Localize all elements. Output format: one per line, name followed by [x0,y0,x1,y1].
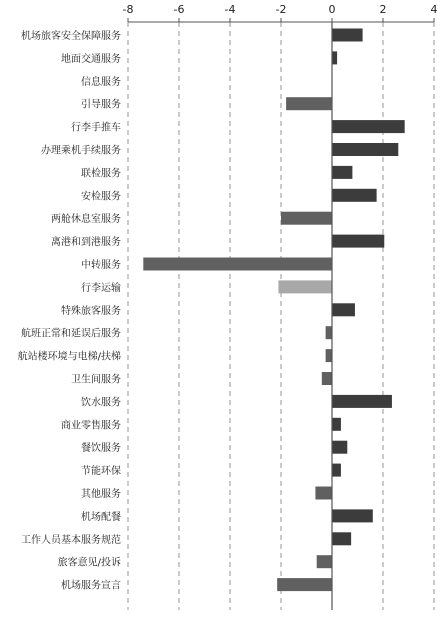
category-label: 引导服务 [81,99,121,111]
category-label: 节能环保 [81,466,121,478]
bar [326,349,332,362]
x-tick-label: -2 [275,3,287,16]
bar [332,418,341,431]
category-label: 特殊旅客服务 [61,305,121,317]
category-label: 餐饮服务 [81,443,121,455]
category-label: 中转服务 [81,260,121,271]
grid-lines [128,22,434,610]
bar [278,280,332,293]
x-tick-label: -6 [173,3,185,16]
x-tick-label: 4 [430,3,438,16]
x-tick-label: -8 [122,3,134,16]
bar [332,532,351,545]
bar [332,441,347,454]
category-label: 航班正常和延误后服务 [21,328,121,340]
category-label: 安检服务 [81,191,121,203]
category-label: 航站楼环境与电梯/扶梯 [17,351,121,363]
bar [277,578,332,591]
bar [332,395,392,408]
category-label: 卫生间服务 [71,374,121,386]
bar [332,143,398,156]
category-label: 离港和到港服务 [51,237,121,249]
bar [332,189,377,202]
category-label: 机场配餐 [81,511,121,523]
bar [332,166,352,179]
bar [317,555,332,568]
category-label: 机场旅客安全保障服务 [21,31,121,42]
category-label: 联检服务 [81,168,121,180]
bar [332,464,341,477]
category-label: 行李运输 [81,282,121,294]
bar [332,120,405,133]
x-tick-label: 2 [379,3,387,16]
bar [332,303,355,316]
category-label: 商业零售服务 [61,420,121,432]
bar [332,509,373,522]
category-label: 机场服务宣言 [61,580,121,592]
x-axis-ticks [123,3,438,22]
bar [332,235,384,248]
bar [332,51,337,64]
x-tick-label: 0 [328,3,336,16]
category-label: 其他服务 [81,489,121,500]
bar [322,372,332,385]
bar [143,258,332,271]
bars [143,29,404,592]
category-label: 行李手推车 [71,122,121,134]
bar [315,487,332,500]
category-label: 两舱休息室服务 [51,214,121,226]
category-label: 信息服务 [81,76,121,88]
x-tick-label: -4 [224,3,236,16]
bar [332,29,363,42]
bar [286,97,332,110]
category-labels [18,29,121,592]
bar [326,326,332,339]
category-label: 饮水服务 [81,397,121,409]
bar [281,212,332,225]
category-label: 工作人员基本服务规范 [21,534,121,546]
category-label: 地面交通服务 [61,53,121,65]
category-label: 旅客意见/投诉 [57,557,121,569]
category-label: 办理乘机手续服务 [41,145,121,157]
